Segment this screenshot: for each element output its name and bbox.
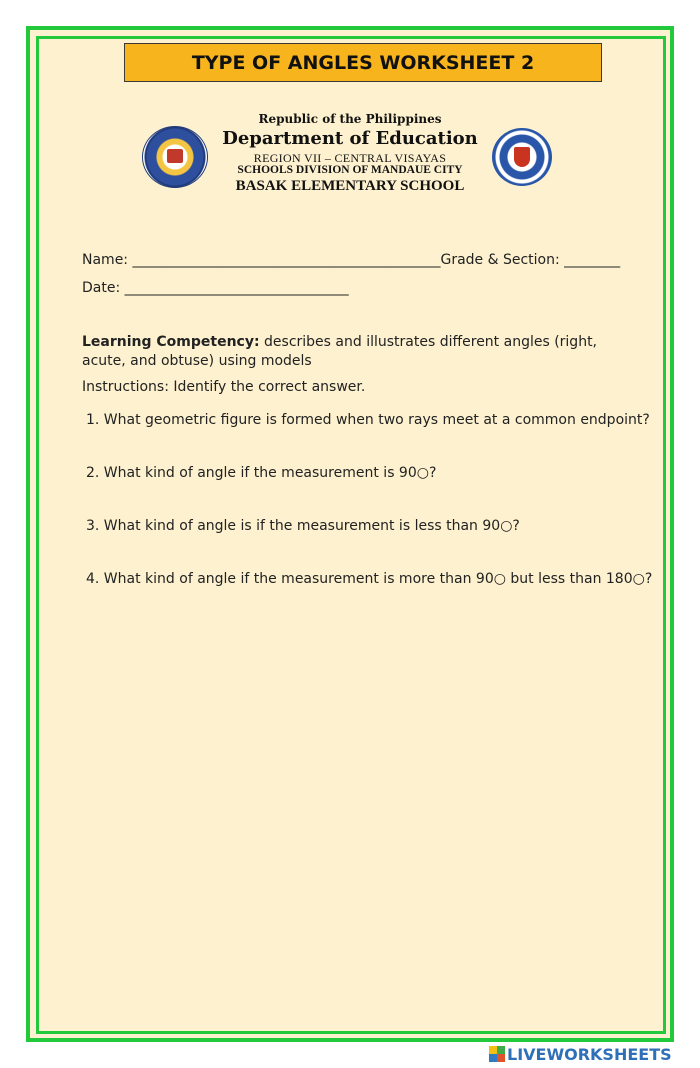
question-3: 3. What kind of angle is if the measurement is less than 90○?	[86, 518, 520, 534]
republic-heading: Republic of the Philippines	[258, 112, 442, 126]
date-field[interactable]: Date: ________________________________	[82, 280, 349, 296]
division-heading: SCHOOLS DIVISION OF MANDAUE CITY	[237, 164, 463, 176]
region-heading: REGION VII – CENTRAL VISAYAS	[253, 151, 447, 165]
school-heading: BASAK ELEMENTARY SCHOOL	[235, 178, 465, 194]
brand-text: LIVEWORKSHEETS	[507, 1044, 672, 1064]
instructions: Instructions: Identify the correct answer.	[82, 379, 366, 395]
competency-text: describes and illustrates different angles (right, acute, and obtuse) using models	[82, 334, 598, 369]
worksheet-title: TYPE OF ANGLES WORKSHEET 2	[124, 43, 602, 82]
learning-competency	[82, 333, 612, 371]
question-2: 2. What kind of angle if the measurement is 90○?	[86, 465, 437, 481]
liveworksheets-logo-icon	[489, 1046, 505, 1062]
question-1: 1. What geometric figure is formed when two rays meet at a common endpoint?	[86, 412, 650, 428]
name-grade-field[interactable]: Name: ____________________________________________Grade & Section: ________	[82, 252, 621, 268]
liveworksheets-logo[interactable]	[489, 1044, 672, 1064]
competency-label: Learning Competency:	[82, 334, 260, 350]
department-heading: Department of Education	[222, 128, 478, 149]
question-4: 4. What kind of angle if the measurement is more than 90○ but less than 180○?	[86, 571, 653, 587]
